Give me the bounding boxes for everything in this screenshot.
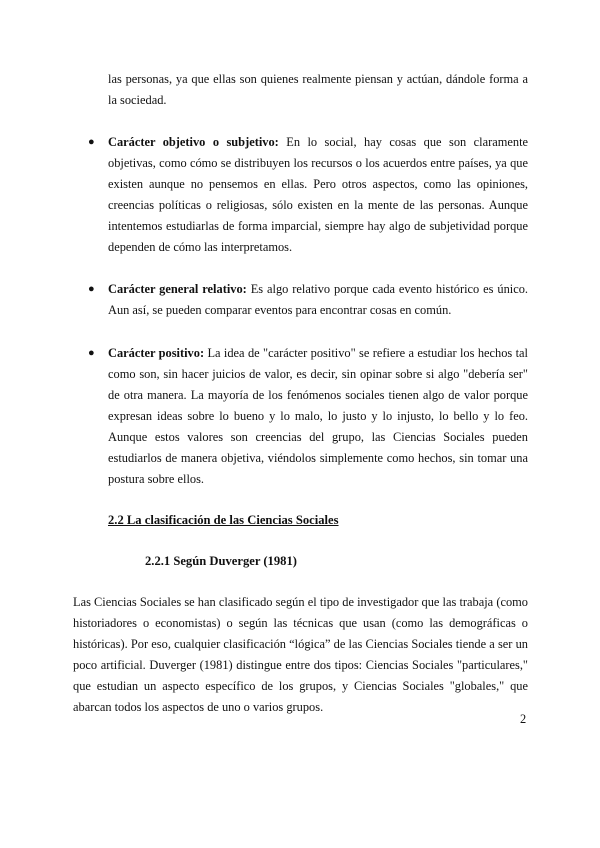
bullet-term: Carácter objetivo o subjetivo: [108, 135, 279, 149]
bullet-description: La idea de "carácter positivo" se refiere a estudiar los hechos tal como son, sin hacer juicios de valor, es decir, sin opinar sobre si algo "debería ser" de otra manera. La mayoría de los fenómenos sociales tienen algo de valor porque expresan ideas sobre lo bueno y lo malo, lo justo y lo injusto, lo bello y lo feo. Aunque estos valores son creencias del grupo, las Ciencias Sociales pueden estudiarlos de manera objetiva, viéndolos simplemente como hechos, sin tomar una postura sobre ellos. [108, 346, 528, 486]
bullet-term: Carácter positivo: [108, 346, 205, 360]
body-paragraph: Las Ciencias Sociales se han clasificado según el tipo de investigador que las trabaja (como historiadores o economistas) o según las técnicas que usan (como las demográficas o históricas). Por eso, cualquier clasificación “lógica” de las Ciencias Sociales tiende a ser un poco artificial. Duverger (1981) distingue entre dos tipos: Ciencias Sociales "particulares," que estudian un aspecto específico de los grupos, y Ciencias Sociales "globales," que abarcan todos los aspectos de uno o varios grupos. [73, 595, 528, 714]
bullet-icon: ● [88, 136, 95, 148]
bullet-text [108, 343, 528, 490]
bullet-text [108, 279, 528, 321]
continuation-paragraph: las personas, ya que ellas son quienes realmente piensan y actúan, dándole forma a la sociedad. [108, 72, 528, 107]
bullet-description: Es algo relativo porque cada evento histórico es único. Aun así, se pueden comparar eventos para encontrar cosas en común. [108, 282, 529, 317]
bullet-icon: ● [88, 283, 95, 295]
bullet-text [108, 132, 528, 258]
subsection-heading: 2.2.1 Según Duverger (1981) [145, 554, 297, 568]
page-number: 2 [520, 712, 527, 726]
section-heading: 2.2 La clasificación de las Ciencias Sociales [108, 513, 339, 527]
bullet-term: Carácter general relativo: [108, 282, 247, 296]
bullet-description: En lo social, hay cosas que son claramente objetivas, como cómo se distribuyen los recursos o los acuerdos entre países, ya que existen aunque no pensemos en ellas. Pero otros aspectos, como las opiniones, creencias políticas o religiosas, sólo existen en la mente de las personas. Aunque intentemos estudiarlas de forma imparcial, siempre hay algo de subjetividad porque dependen de cómo las interpretamos. [108, 135, 529, 254]
bullet-icon: ● [88, 347, 95, 359]
